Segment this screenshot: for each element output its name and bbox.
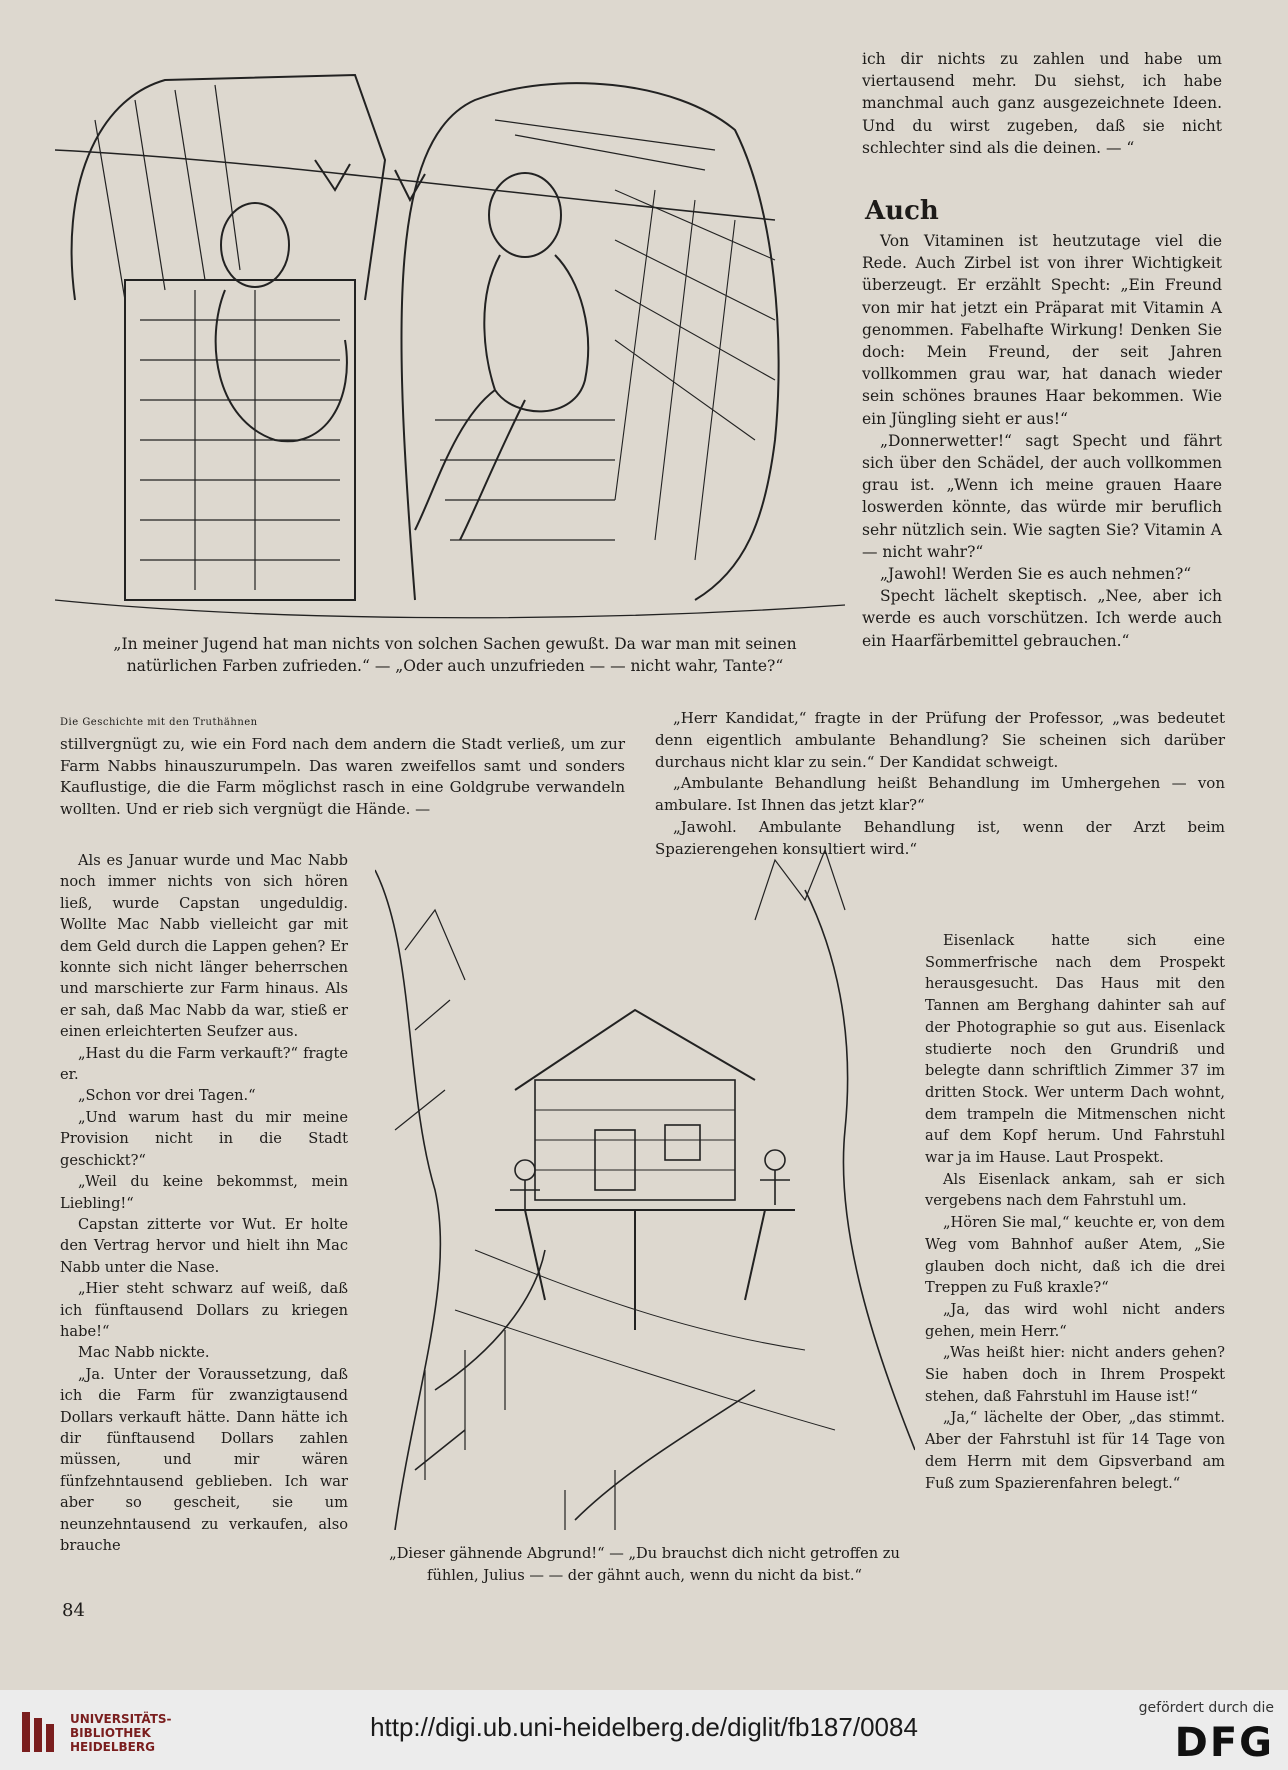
caption-top: „In meiner Jugend hat man nichts von solchen Sachen gewußt. Da war man mit seinen natürlichen Farben zufrieden.“ — „Oder auch unzufrieden — — nicht wahr, Tante?“ [113,635,797,675]
library-line: UNIVERSITÄTS- [70,1712,172,1726]
story-running-title: Die Geschichte mit den Truthähnen [60,717,258,728]
paragraph: „Ja. Unter der Voraussetzung, daß ich die Farm für zwanzigtausend Dollars verkauft hätte. Dann hätte ich dir fünftausend Dollars zahlen müssen, und mir wären fünfzehntausend geblieben. Ich war aber so gescheit, sie um neunzehntausend zu verkaufen, also brauche [60,1365,348,1554]
library-line: HEIDELBERG [70,1740,155,1754]
paragraph: „Hier steht schwarz auf weiß, daß ich fünftausend Dollars zu kriegen habe!“ [60,1280,348,1340]
paragraph: ich dir nichts zu zahlen und habe um viertausend mehr. Du siehst, ich habe manchmal auch ganz ausgezeichnete Ideen. Und du wirst zugeben, daß sie nicht schlechter sind als die deinen. — “ [862,50,1222,157]
section-heading-auch: Auch [865,196,939,226]
paragraph: stillvergnügt zu, wie ein Ford nach dem andern die Stadt verließ, um zur Farm Nabbs hinauszurumpeln. Das waren zweifellos samt und sonders Kauflustige, die die Farm möglichst rasch in eine Goldgrube verwandeln wollten. Und er rieb sich vergnügt die Hände. — [60,735,625,818]
paragraph: „Was heißt hier: nicht anders gehen? Sie haben doch in Ihrem Prospekt stehen, daß Fahrstuhl im Hause ist!“ [925,1344,1225,1405]
eisenlack-column [925,930,1225,1494]
paragraph: Specht lächelt skeptisch. „Nee, aber ich werde es auch vorschützen. Ich werde auch ein Haarfärbemittel gebrauchen.“ [862,587,1222,650]
paragraph: Als Eisenlack ankam, sah er sich vergebens nach dem Fahrstuhl um. [925,1170,1225,1210]
paragraph: „Weil du keine bekommst, mein Liebling!“ [60,1173,348,1212]
paragraph: „Jawohl. Ambulante Behandlung ist, wenn der Arzt beim Spazierengehen konsultiert wird.“ [655,817,1225,858]
paragraph: Mac Nabb nickte. [78,1344,210,1362]
top-right-column [862,48,1222,159]
story-wide-paragraph [60,734,625,820]
caption-bottom: „Dieser gähnende Abgrund!“ — „Du brauchst dich nicht getroffen zu fühlen, Julius — — der gähnt auch, wenn du nicht da bist.“ [389,1545,900,1584]
paragraph: „Und warum hast du mir meine Provision nicht in die Stadt geschickt?“ [60,1108,348,1169]
paragraph: „Ambulante Behandlung heißt Behandlung im Umhergehen — von ambulare. Ist Ihnen das jetzt klar?“ [655,774,1225,815]
beach-chair-illustration [55,40,845,635]
auch-column [862,230,1222,652]
story-column [60,850,348,1556]
paragraph: „Herr Kandidat,“ fragte in der Prüfung der Professor, „was bedeutet denn eigentlich ambulante Behandlung? Sie scheinen sich darüber durchaus nicht klar zu sein.“ Der Kandidat schweigt. [655,709,1225,771]
footer-bar [0,1690,1288,1770]
paragraph: „Hören Sie mal,“ keuchte er, von dem Weg vom Bahnhof außer Atem, „Sie glauben doch nicht, daß ich die drei Treppen zu Fuß kraxle?“ [925,1214,1225,1297]
paragraph: „Schon vor drei Tagen.“ [78,1087,256,1105]
beach-chair-drawing [55,40,845,635]
paragraph: Von Vitaminen ist heutzutage viel die Rede. Auch Zirbel ist von ihrer Wichtigkeit überzeugt. Er erzählt Specht: „Ein Freund von mir hat jetzt ein Präparat mit Vitamin A genommen. Fabelhafte Wirkung! Denken Sie doch: Mein Freund, der seit Jahren vollkommen grau war, hat danach wieder sein schönes braunes Haar bekommen. Wie ein Jüngling sieht er aus!“ [862,232,1222,428]
source-url-link[interactable]: http://digi.ub.uni-heidelberg.de/diglit/fb187/0084 [370,1712,918,1742]
mountain-hut-drawing [375,830,915,1530]
funding-text: gefördert durch die [1138,1700,1274,1716]
library-line: BIBLIOTHEK [70,1726,151,1740]
page-number: 84 [62,1600,85,1621]
paragraph: „Jawohl! Werden Sie es auch nehmen?“ [880,565,1192,584]
paragraph: „Ja, das wird wohl nicht anders gehen, mein Herr.“ [925,1300,1225,1340]
paragraph: Capstan zitterte vor Wut. Er holte den Vertrag hervor und hielt ihn Mac Nabb unter die Nase. [60,1215,348,1276]
paragraph: Als es Januar wurde und Mac Nabb noch immer nichts von sich hören ließ, wurde Capstan ungeduldig. Wollte Mac Nabb vielleicht gar mit dem Geld durch die Lappen gehen? Er konnte sich nicht länger beherrschen und marschierte zur Farm hinaus. Als er sah, daß Mac Nabb da war, stieß er einen erleichterten Seufzer aus. [60,852,348,1041]
mountain-hut-illustration [375,830,915,1530]
paragraph: „Ja,“ lächelte der Ober, „das stimmt. Aber der Fahrstuhl ist für 14 Tage von dem Herrn mit dem Gipsverband am Fuß zum Spazierenfahren belegt.“ [925,1409,1225,1492]
dfg-logo: DFG [1174,1720,1274,1766]
paragraph: „Hast du die Farm verkauft?“ fragte er. [60,1044,348,1084]
paragraph: Eisenlack hatte sich eine Sommerfrische nach dem Prospekt herausgesucht. Das Haus mit den Tannen am Berghang dahinter sah auf der Photographie so gut aus. Eisenlack studierte noch den Grundriß und belegte dann schriftlich Zimmer 37 im dritten Stock. Wer unterm Dach wohnt, dem trampeln die Mitmenschen nicht auf dem Kopf herum. Und Fahrstuhl war ja im Hause. Laut Prospekt. [925,932,1225,1167]
paragraph: „Donnerwetter!“ sagt Specht und fährt sich über den Schädel, der auch vollkommen grau ist. „Wenn ich meine grauen Haare loswerden könnte, das würde mir beruflich sehr nützlich sein. Wie sagten Sie? Vitamin A — nicht wahr?“ [862,431,1222,561]
